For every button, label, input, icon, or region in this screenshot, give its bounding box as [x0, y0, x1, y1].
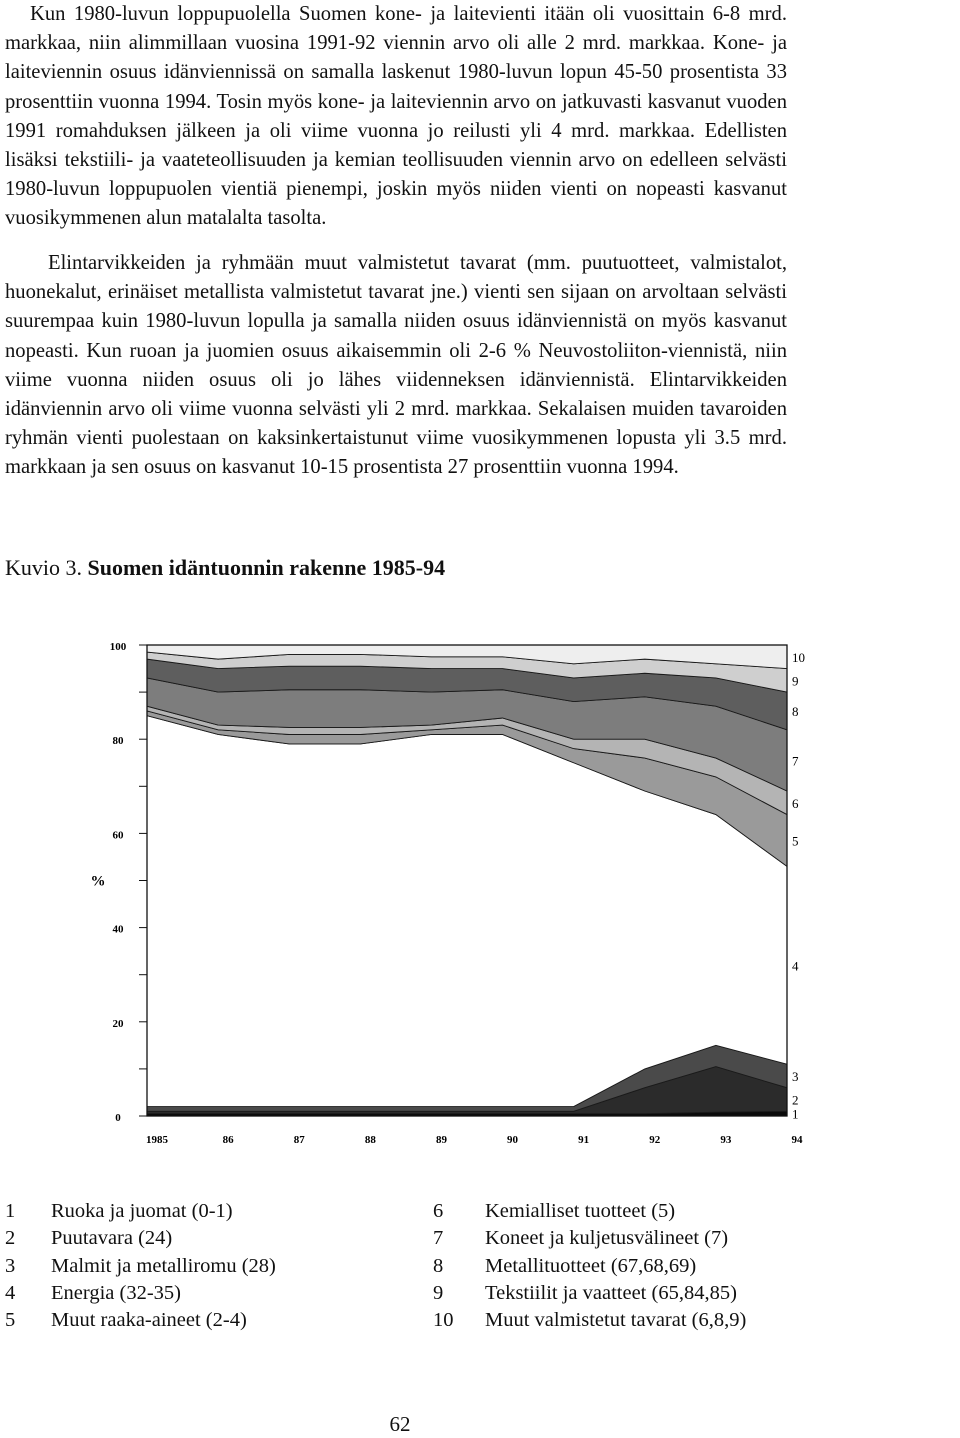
legend-number: 8 — [433, 1254, 444, 1277]
x-tick-label: 89 — [435, 1134, 447, 1146]
legend-number: 2 — [5, 1227, 16, 1250]
legend-number: 1 — [5, 1200, 16, 1222]
x-tick-label: 90 — [507, 1134, 519, 1146]
legend-item-4 — [5, 1280, 276, 1307]
series-label-7: 7 — [792, 753, 799, 769]
legend-number: 9 — [433, 1281, 444, 1304]
y-axis-label: % — [90, 873, 106, 890]
figure-title: Suomen idäntuonnin rakenne 1985-94 — [87, 555, 446, 580]
legend-label: Ruoka ja juomat (0-1) — [51, 1200, 233, 1222]
legend-item-2 — [5, 1225, 276, 1252]
legend-label: Tekstiilit ja vaatteet (65,84,85) — [485, 1281, 737, 1304]
series-label-4: 4 — [792, 958, 799, 974]
x-tick-label: 92 — [649, 1134, 661, 1146]
figure-label: Kuvio 3. — [5, 555, 82, 580]
stacked-area-chart — [0, 620, 960, 1160]
y-tick-label: 20 — [112, 1017, 124, 1030]
legend-number: 3 — [5, 1254, 16, 1277]
y-tick-label: 0 — [115, 1112, 121, 1124]
legend-item-10 — [433, 1307, 746, 1334]
legend-label: Puutavara (24) — [51, 1227, 173, 1250]
series-label-3: 3 — [792, 1068, 799, 1084]
legend-label: Koneet ja kuljetusvälineet (7) — [485, 1227, 729, 1250]
page-number: 62 — [389, 1412, 411, 1436]
x-tick-label: 93 — [720, 1134, 732, 1146]
series-label-10: 10 — [792, 649, 805, 665]
body-paragraph-1: Kun 1980-luvun loppupuolella Suomen kone- ja laitevienti itään oli vuosittain 6-8 mrd. markkaa, niin alimmillaan vuosina 1991-92 viennin arvo oli alle 2 mrd. markkaa. Kone- ja laiteviennin osuus idänviennissä on samalla laskenut 1980-luvun lopun 45-50 prosentista 33 prosenttiin vuonna 1994. Tosin myös kone- ja laiteviennin arvo on jatkuvasti kasvanut vuoden 1991 romahduksen jälkeen ja oli viime vuonna jo reilusti yli 4 mrd. markkaa. Edellisten lisäksi tekstiili- ja vaateteollisuuden ja kemian teollisuuden viennin arvo on edelleen selvästi 1980-luvun loppupuolen vientiä pienempi, joskin myös niiden vienti on nopeasti kasvanut vuosikymmenen alun matalalta tasolta. — [5, 3, 787, 230]
legend-item-3 — [5, 1253, 276, 1280]
legend-item-7 — [433, 1225, 746, 1252]
figure-caption — [5, 555, 445, 581]
body-paragraph-2: Elintarvikkeiden ja ryhmään muut valmistetut tavarat (mm. puutuotteet, valmistalot, huonekalut, erinäiset metallista valmistetut tavarat jne.) vienti sen sijaan on arvoltaan selvästi suurempaa kuin 1980-luvun lopulla ja samalla niiden osuus idänviennistä on myös kasvanut nopeasti. Kun ruoan ja juomien osuus aikaisemmin oli 2-6 % Neuvostoliiton-viennistä, niin viime vuonna niiden osuus oli jo lähes viidenneksen idänviennistä. Elintarvikkeiden idänviennin arvo oli viime vuonna selvästi yli 2 mrd. markkaa. Sekalaisen muiden tavaroiden ryhmän vienti puolestaan on kaksinkertaistunut viime vuosikymmenen lopusta yli 3.5 mrd. markkaan ja sen osuus on kasvanut 10-15 prosentista 27 prosenttiin vuonna 1994. — [5, 252, 787, 479]
legend-label: Energia (32-35) — [51, 1281, 181, 1304]
legend-number: 7 — [433, 1227, 444, 1250]
chart-areas — [147, 645, 787, 1116]
legend-label: Muut raaka-aineet (2-4) — [51, 1309, 247, 1332]
x-tick-label: 88 — [364, 1134, 376, 1146]
legend-label: Malmit ja metalliromu (28) — [51, 1254, 276, 1277]
legend-item-1 — [5, 1198, 276, 1225]
y-tick-label: 40 — [112, 923, 124, 936]
x-tick-label: 86 — [222, 1134, 234, 1146]
legend-label: Muut valmistetut tavarat (6,8,9) — [485, 1309, 747, 1332]
legend-item-9 — [433, 1280, 746, 1307]
legend-number: 5 — [5, 1309, 16, 1332]
legend-left-column — [5, 1198, 276, 1334]
legend-number: 6 — [433, 1200, 444, 1222]
x-tick-label: 91 — [578, 1134, 590, 1146]
y-tick-label: 100 — [109, 641, 127, 653]
legend-right-column — [433, 1198, 746, 1334]
series-label-9: 9 — [792, 673, 799, 689]
legend-label: Metallituotteet (67,68,69) — [485, 1254, 697, 1277]
series-label-1: 1 — [792, 1106, 799, 1122]
series-label-8: 8 — [792, 703, 799, 719]
series-label-5: 5 — [792, 833, 799, 849]
series-label-2: 2 — [792, 1092, 799, 1108]
y-tick-label: 60 — [112, 829, 124, 842]
legend-item-6 — [433, 1198, 746, 1225]
legend-label: Kemialliset tuotteet (5) — [485, 1200, 676, 1222]
legend-item-8 — [433, 1253, 746, 1280]
x-tick-label: 94 — [791, 1134, 803, 1146]
x-tick-label: 87 — [293, 1134, 305, 1146]
legend-item-5 — [5, 1307, 276, 1334]
legend-number: 10 — [433, 1309, 454, 1332]
y-tick-label: 80 — [112, 735, 124, 748]
series-label-6: 6 — [792, 795, 799, 811]
x-tick-label: 1985 — [146, 1134, 168, 1146]
legend-number: 4 — [5, 1281, 16, 1304]
